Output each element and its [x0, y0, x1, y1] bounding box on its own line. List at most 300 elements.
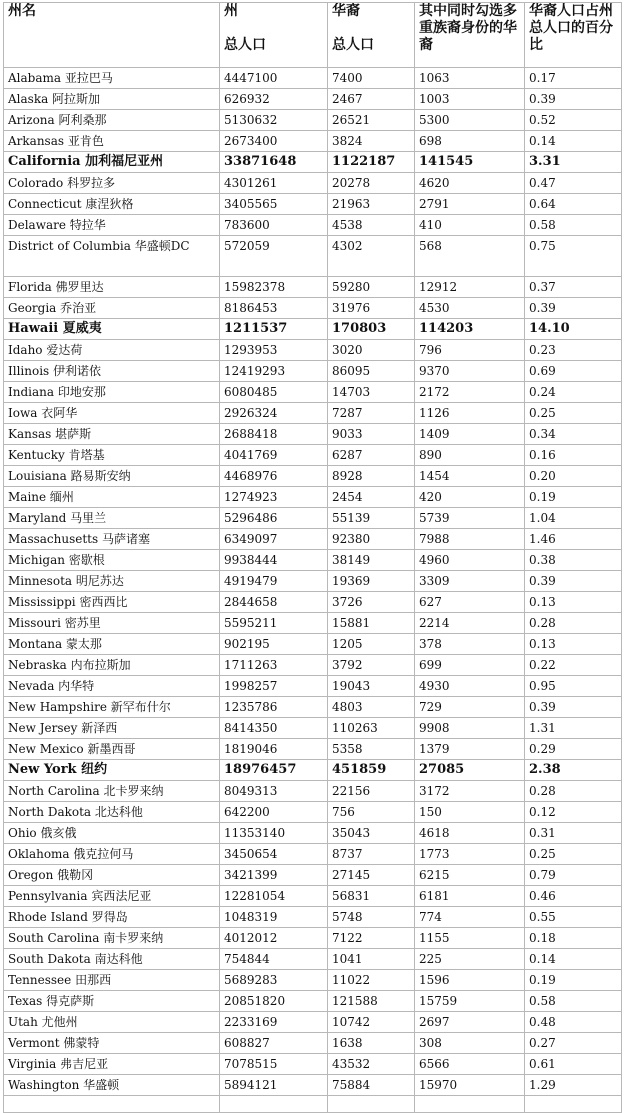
- chinese-total-cell: 38149: [328, 550, 415, 571]
- multi-race-cell: 6215: [415, 865, 525, 886]
- chinese-total-cell: 1638: [328, 1033, 415, 1054]
- table-row: [4, 1033, 622, 1054]
- chinese-total-cell: 1205: [328, 634, 415, 655]
- table-row: [4, 886, 622, 907]
- state-total-cell: 1211537: [220, 319, 328, 340]
- header-state-total: 州 总人口: [220, 3, 328, 68]
- percent-cell: 0.79: [525, 865, 622, 886]
- state-name-cell: Colorado 科罗拉多: [4, 173, 220, 194]
- state-total-cell: 15982378: [220, 277, 328, 298]
- chinese-total-cell: 75884: [328, 1075, 415, 1096]
- chinese-total-cell: 86095: [328, 361, 415, 382]
- table-row: [4, 781, 622, 802]
- multi-race-cell: 6181: [415, 886, 525, 907]
- state-total-cell: 5894121: [220, 1075, 328, 1096]
- state-name-cell: Washington 华盛顿: [4, 1075, 220, 1096]
- table-row: [4, 676, 622, 697]
- table-row: [4, 382, 622, 403]
- chinese-total-cell: 14703: [328, 382, 415, 403]
- table-row: [4, 340, 622, 361]
- header-chinese-total: 华裔 总人口: [328, 3, 415, 68]
- state-total-cell: 20851820: [220, 991, 328, 1012]
- table-row: [4, 215, 622, 236]
- state-total-cell: 18976457: [220, 760, 328, 781]
- multi-race-cell: 568: [415, 236, 525, 277]
- state-total-cell: 12281054: [220, 886, 328, 907]
- chinese-total-cell: 21963: [328, 194, 415, 215]
- state-name-cell: Nebraska 内布拉斯加: [4, 655, 220, 676]
- chinese-total-cell: 451859: [328, 760, 415, 781]
- state-name-cell: Virginia 弗吉尼亚: [4, 1054, 220, 1075]
- multi-race-cell: 9370: [415, 361, 525, 382]
- table-row: [4, 361, 622, 382]
- chinese-total-cell: 3020: [328, 340, 415, 361]
- multi-race-cell: 308: [415, 1033, 525, 1054]
- state-total-cell: 7078515: [220, 1054, 328, 1075]
- state-name-cell: Alabama 亚拉巴马: [4, 68, 220, 89]
- state-total-cell: 2688418: [220, 424, 328, 445]
- multi-race-cell: 378: [415, 634, 525, 655]
- table-row: [4, 697, 622, 718]
- state-total-cell: 8414350: [220, 718, 328, 739]
- multi-race-cell: 890: [415, 445, 525, 466]
- chinese-population-table: [3, 2, 622, 1113]
- state-total-cell: 8049313: [220, 781, 328, 802]
- table-row: [4, 634, 622, 655]
- header-row: [4, 3, 622, 68]
- multi-race-cell: 4618: [415, 823, 525, 844]
- multi-race-cell: 4930: [415, 676, 525, 697]
- table-row: [4, 550, 622, 571]
- chinese-total-cell: 170803: [328, 319, 415, 340]
- percent-cell: 0.34: [525, 424, 622, 445]
- empty-row: [4, 1096, 622, 1113]
- state-total-cell: 9938444: [220, 550, 328, 571]
- table-row: [4, 68, 622, 89]
- percent-cell: 0.14: [525, 949, 622, 970]
- state-total-cell: 6080485: [220, 382, 328, 403]
- chinese-total-cell: 8737: [328, 844, 415, 865]
- multi-race-cell: 1454: [415, 466, 525, 487]
- percent-cell: 0.39: [525, 298, 622, 319]
- state-name-cell: Kansas 堪萨斯: [4, 424, 220, 445]
- state-total-cell: 5689283: [220, 970, 328, 991]
- state-total-cell: 4919479: [220, 571, 328, 592]
- state-name-cell: Arizona 阿利桑那: [4, 110, 220, 131]
- table-row: [4, 802, 622, 823]
- table-row: [4, 277, 622, 298]
- percent-cell: 0.13: [525, 592, 622, 613]
- multi-race-cell: 1126: [415, 403, 525, 424]
- state-total-cell: 642200: [220, 802, 328, 823]
- percent-cell: 0.37: [525, 277, 622, 298]
- table-row: [4, 194, 622, 215]
- state-name-cell: South Carolina 南卡罗来纳: [4, 928, 220, 949]
- chinese-total-cell: 1041: [328, 949, 415, 970]
- table-row: [4, 298, 622, 319]
- multi-race-cell: 27085: [415, 760, 525, 781]
- state-name-cell: Hawaii 夏威夷: [4, 319, 220, 340]
- percent-cell: 0.52: [525, 110, 622, 131]
- table-row: [4, 529, 622, 550]
- table-row: [4, 131, 622, 152]
- chinese-total-cell: 55139: [328, 508, 415, 529]
- state-name-cell: Vermont 佛蒙特: [4, 1033, 220, 1054]
- state-total-cell: 783600: [220, 215, 328, 236]
- chinese-total-cell: 35043: [328, 823, 415, 844]
- percent-cell: 1.46: [525, 529, 622, 550]
- multi-race-cell: 1155: [415, 928, 525, 949]
- percent-cell: 0.24: [525, 382, 622, 403]
- percent-cell: 0.95: [525, 676, 622, 697]
- multi-race-cell: 15759: [415, 991, 525, 1012]
- state-total-cell: 902195: [220, 634, 328, 655]
- state-total-cell: 4468976: [220, 466, 328, 487]
- state-name-cell: New York 纽约: [4, 760, 220, 781]
- chinese-total-cell: 756: [328, 802, 415, 823]
- multi-race-cell: 3172: [415, 781, 525, 802]
- state-name-cell: Texas 得克萨斯: [4, 991, 220, 1012]
- state-name-cell: Iowa 衣阿华: [4, 403, 220, 424]
- state-name-cell: Rhode Island 罗得岛: [4, 907, 220, 928]
- multi-race-cell: 4620: [415, 173, 525, 194]
- percent-cell: 0.55: [525, 907, 622, 928]
- state-name-cell: Alaska 阿拉斯加: [4, 89, 220, 110]
- state-name-cell: Arkansas 亚肯色: [4, 131, 220, 152]
- header-state-name: 州名: [4, 3, 220, 68]
- percent-cell: 0.19: [525, 970, 622, 991]
- percent-cell: 14.10: [525, 319, 622, 340]
- multi-race-cell: 2791: [415, 194, 525, 215]
- state-total-cell: 1293953: [220, 340, 328, 361]
- multi-race-cell: 3309: [415, 571, 525, 592]
- state-total-cell: 608827: [220, 1033, 328, 1054]
- percent-cell: 0.25: [525, 403, 622, 424]
- percent-cell: 0.29: [525, 739, 622, 760]
- state-name-cell: Maryland 马里兰: [4, 508, 220, 529]
- state-total-cell: 572059: [220, 236, 328, 277]
- state-total-cell: 3421399: [220, 865, 328, 886]
- state-name-cell: Delaware 特拉华: [4, 215, 220, 236]
- chinese-total-cell: 26521: [328, 110, 415, 131]
- chinese-total-cell: 20278: [328, 173, 415, 194]
- state-name-cell: Georgia 乔治亚: [4, 298, 220, 319]
- percent-cell: 0.13: [525, 634, 622, 655]
- chinese-total-cell: 11022: [328, 970, 415, 991]
- percent-cell: 0.14: [525, 131, 622, 152]
- chinese-total-cell: 27145: [328, 865, 415, 886]
- state-name-cell: California 加利福尼亚州: [4, 152, 220, 173]
- table-row: [4, 445, 622, 466]
- multi-race-cell: 6566: [415, 1054, 525, 1075]
- table-row: [4, 466, 622, 487]
- table-row: [4, 173, 622, 194]
- header-multi-race: 其中同时勾选多重族裔身份的华裔: [415, 3, 525, 68]
- empty-cell: [525, 1096, 622, 1113]
- percent-cell: 0.39: [525, 89, 622, 110]
- percent-cell: 0.48: [525, 1012, 622, 1033]
- percent-cell: 0.31: [525, 823, 622, 844]
- state-name-cell: New Hampshire 新罕布什尔: [4, 697, 220, 718]
- state-total-cell: 4041769: [220, 445, 328, 466]
- state-name-cell: North Dakota 北达科他: [4, 802, 220, 823]
- table-row: [4, 592, 622, 613]
- state-name-cell: Tennessee 田那西: [4, 970, 220, 991]
- table-row: [4, 319, 622, 340]
- multi-race-cell: 699: [415, 655, 525, 676]
- multi-race-cell: 410: [415, 215, 525, 236]
- table-row: [4, 403, 622, 424]
- chinese-total-cell: 2454: [328, 487, 415, 508]
- state-total-cell: 1711263: [220, 655, 328, 676]
- empty-cell: [415, 1096, 525, 1113]
- state-total-cell: 11353140: [220, 823, 328, 844]
- table-row: [4, 928, 622, 949]
- table-row: [4, 236, 622, 277]
- multi-race-cell: 627: [415, 592, 525, 613]
- table-row: [4, 718, 622, 739]
- state-name-cell: Indiana 印地安那: [4, 382, 220, 403]
- multi-race-cell: 12912: [415, 277, 525, 298]
- state-total-cell: 2673400: [220, 131, 328, 152]
- chinese-total-cell: 4538: [328, 215, 415, 236]
- state-total-cell: 1274923: [220, 487, 328, 508]
- chinese-total-cell: 2467: [328, 89, 415, 110]
- chinese-total-cell: 59280: [328, 277, 415, 298]
- state-name-cell: District of Columbia 华盛顿DC: [4, 236, 220, 277]
- chinese-total-cell: 3726: [328, 592, 415, 613]
- table-row: [4, 655, 622, 676]
- multi-race-cell: 729: [415, 697, 525, 718]
- percent-cell: 0.28: [525, 781, 622, 802]
- multi-race-cell: 5300: [415, 110, 525, 131]
- percent-cell: 0.23: [525, 340, 622, 361]
- chinese-total-cell: 22156: [328, 781, 415, 802]
- multi-race-cell: 1063: [415, 68, 525, 89]
- percent-cell: 0.25: [525, 844, 622, 865]
- state-name-cell: Michigan 密歇根: [4, 550, 220, 571]
- chinese-total-cell: 56831: [328, 886, 415, 907]
- multi-race-cell: 2172: [415, 382, 525, 403]
- percent-cell: 0.27: [525, 1033, 622, 1054]
- percent-cell: 0.20: [525, 466, 622, 487]
- state-total-cell: 3450654: [220, 844, 328, 865]
- multi-race-cell: 150: [415, 802, 525, 823]
- multi-race-cell: 15970: [415, 1075, 525, 1096]
- percent-cell: 0.39: [525, 697, 622, 718]
- state-total-cell: 5296486: [220, 508, 328, 529]
- percent-cell: 0.22: [525, 655, 622, 676]
- state-name-cell: Maine 缅州: [4, 487, 220, 508]
- state-total-cell: 1819046: [220, 739, 328, 760]
- multi-race-cell: 4960: [415, 550, 525, 571]
- state-name-cell: Massachusetts 马萨诸塞: [4, 529, 220, 550]
- table-row: [4, 760, 622, 781]
- multi-race-cell: 1003: [415, 89, 525, 110]
- table-row: [4, 907, 622, 928]
- state-name-cell: Utah 尤他州: [4, 1012, 220, 1033]
- state-name-cell: North Carolina 北卡罗来纳: [4, 781, 220, 802]
- table-row: [4, 1075, 622, 1096]
- state-total-cell: 1048319: [220, 907, 328, 928]
- percent-cell: 0.58: [525, 215, 622, 236]
- table-row: [4, 152, 622, 173]
- state-name-cell: Oregon 俄勒冈: [4, 865, 220, 886]
- state-total-cell: 4301261: [220, 173, 328, 194]
- state-name-cell: New Jersey 新泽西: [4, 718, 220, 739]
- percent-cell: 3.31: [525, 152, 622, 173]
- multi-race-cell: 1379: [415, 739, 525, 760]
- state-total-cell: 4447100: [220, 68, 328, 89]
- state-name-cell: Minnesota 明尼苏达: [4, 571, 220, 592]
- state-name-cell: South Dakota 南达科他: [4, 949, 220, 970]
- percent-cell: 0.28: [525, 613, 622, 634]
- multi-race-cell: 1596: [415, 970, 525, 991]
- table-row: [4, 424, 622, 445]
- state-name-cell: Florida 佛罗里达: [4, 277, 220, 298]
- header-percent: 华裔人口占州总人口的百分比: [525, 3, 622, 68]
- chinese-total-cell: 1122187: [328, 152, 415, 173]
- chinese-total-cell: 3824: [328, 131, 415, 152]
- state-total-cell: 12419293: [220, 361, 328, 382]
- percent-cell: 0.38: [525, 550, 622, 571]
- percent-cell: 0.75: [525, 236, 622, 277]
- state-name-cell: Ohio 俄亥俄: [4, 823, 220, 844]
- percent-cell: 0.64: [525, 194, 622, 215]
- chinese-total-cell: 10742: [328, 1012, 415, 1033]
- state-name-cell: Illinois 伊利诺依: [4, 361, 220, 382]
- state-name-cell: Louisiana 路易斯安纳: [4, 466, 220, 487]
- chinese-total-cell: 6287: [328, 445, 415, 466]
- chinese-total-cell: 31976: [328, 298, 415, 319]
- percent-cell: 0.12: [525, 802, 622, 823]
- multi-race-cell: 225: [415, 949, 525, 970]
- state-total-cell: 2233169: [220, 1012, 328, 1033]
- state-total-cell: 8186453: [220, 298, 328, 319]
- chinese-total-cell: 3792: [328, 655, 415, 676]
- state-name-cell: Montana 蒙太那: [4, 634, 220, 655]
- table-row: [4, 508, 622, 529]
- percent-cell: 0.18: [525, 928, 622, 949]
- multi-race-cell: 4530: [415, 298, 525, 319]
- table-row: [4, 844, 622, 865]
- chinese-total-cell: 5748: [328, 907, 415, 928]
- state-total-cell: 6349097: [220, 529, 328, 550]
- percent-cell: 1.29: [525, 1075, 622, 1096]
- percent-cell: 1.31: [525, 718, 622, 739]
- percent-cell: 0.58: [525, 991, 622, 1012]
- chinese-total-cell: 121588: [328, 991, 415, 1012]
- state-name-cell: Idaho 爱达荷: [4, 340, 220, 361]
- chinese-total-cell: 43532: [328, 1054, 415, 1075]
- table-row: [4, 970, 622, 991]
- empty-cell: [328, 1096, 415, 1113]
- multi-race-cell: 774: [415, 907, 525, 928]
- percent-cell: 1.04: [525, 508, 622, 529]
- state-name-cell: Pennsylvania 宾西法尼亚: [4, 886, 220, 907]
- chinese-total-cell: 9033: [328, 424, 415, 445]
- percent-cell: 0.39: [525, 571, 622, 592]
- state-name-cell: Missouri 密苏里: [4, 613, 220, 634]
- table-row: [4, 865, 622, 886]
- percent-cell: 0.19: [525, 487, 622, 508]
- multi-race-cell: 141545: [415, 152, 525, 173]
- chinese-total-cell: 4302: [328, 236, 415, 277]
- percent-cell: 0.17: [525, 68, 622, 89]
- state-total-cell: 754844: [220, 949, 328, 970]
- table-row: [4, 991, 622, 1012]
- chinese-total-cell: 4803: [328, 697, 415, 718]
- percent-cell: 0.69: [525, 361, 622, 382]
- multi-race-cell: 5739: [415, 508, 525, 529]
- multi-race-cell: 2214: [415, 613, 525, 634]
- state-total-cell: 4012012: [220, 928, 328, 949]
- chinese-total-cell: 19369: [328, 571, 415, 592]
- state-total-cell: 3405565: [220, 194, 328, 215]
- empty-cell: [220, 1096, 328, 1113]
- percent-cell: 2.38: [525, 760, 622, 781]
- chinese-total-cell: 19043: [328, 676, 415, 697]
- state-total-cell: 5595211: [220, 613, 328, 634]
- table-row: [4, 1012, 622, 1033]
- table-row: [4, 110, 622, 131]
- chinese-total-cell: 92380: [328, 529, 415, 550]
- state-name-cell: Nevada 内华特: [4, 676, 220, 697]
- state-total-cell: 33871648: [220, 152, 328, 173]
- chinese-total-cell: 8928: [328, 466, 415, 487]
- state-total-cell: 1998257: [220, 676, 328, 697]
- chinese-total-cell: 110263: [328, 718, 415, 739]
- chinese-total-cell: 7122: [328, 928, 415, 949]
- multi-race-cell: 698: [415, 131, 525, 152]
- percent-cell: 0.47: [525, 173, 622, 194]
- state-name-cell: New Mexico 新墨西哥: [4, 739, 220, 760]
- table-row: [4, 487, 622, 508]
- state-total-cell: 626932: [220, 89, 328, 110]
- table-row: [4, 949, 622, 970]
- chinese-total-cell: 7287: [328, 403, 415, 424]
- table-row: [4, 613, 622, 634]
- state-name-cell: Kentucky 肯塔基: [4, 445, 220, 466]
- state-total-cell: 5130632: [220, 110, 328, 131]
- state-total-cell: 2926324: [220, 403, 328, 424]
- chinese-total-cell: 7400: [328, 68, 415, 89]
- table-row: [4, 1054, 622, 1075]
- state-total-cell: 1235786: [220, 697, 328, 718]
- state-name-cell: Oklahoma 俄克拉何马: [4, 844, 220, 865]
- state-total-cell: 2844658: [220, 592, 328, 613]
- empty-cell: [4, 1096, 220, 1113]
- state-name-cell: Mississippi 密西西比: [4, 592, 220, 613]
- percent-cell: 0.46: [525, 886, 622, 907]
- multi-race-cell: 7988: [415, 529, 525, 550]
- percent-cell: 0.61: [525, 1054, 622, 1075]
- multi-race-cell: 114203: [415, 319, 525, 340]
- table-row: [4, 823, 622, 844]
- table-row: [4, 739, 622, 760]
- table-row: [4, 571, 622, 592]
- multi-race-cell: 9908: [415, 718, 525, 739]
- multi-race-cell: 420: [415, 487, 525, 508]
- state-name-cell: Connecticut 康涅狄格: [4, 194, 220, 215]
- chinese-total-cell: 15881: [328, 613, 415, 634]
- multi-race-cell: 1773: [415, 844, 525, 865]
- table-row: [4, 89, 622, 110]
- multi-race-cell: 1409: [415, 424, 525, 445]
- multi-race-cell: 796: [415, 340, 525, 361]
- percent-cell: 0.16: [525, 445, 622, 466]
- multi-race-cell: 2697: [415, 1012, 525, 1033]
